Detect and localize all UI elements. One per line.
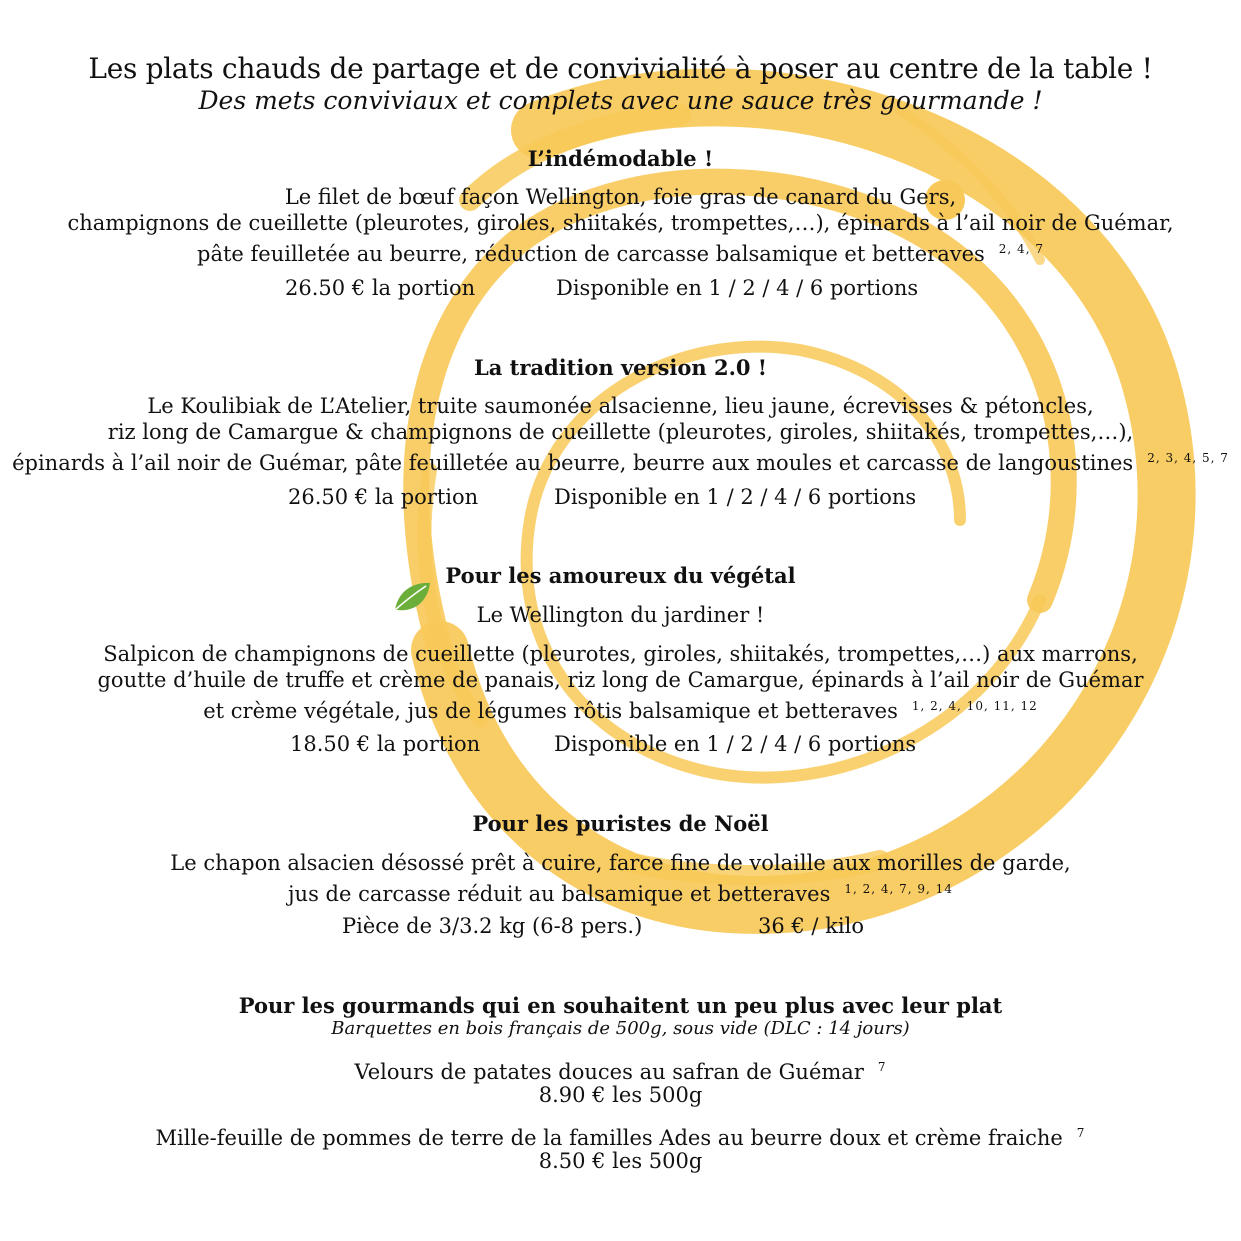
allergen-codes: 7 [877, 1060, 887, 1074]
allergen-codes: 2, 3, 4, 5, 7 [1147, 451, 1229, 465]
availability: Disponible en 1 / 2 / 4 / 6 portions [554, 732, 917, 756]
section-heading: Pour les puristes de Noël [472, 811, 769, 836]
allergen-codes: 7 [1076, 1126, 1086, 1140]
page-subtitle: Des mets conviviaux et complets avec une sauce très gourmande ! [198, 86, 1043, 115]
description-line: et crème végétale, jus de légumes rôtis balsamique et betteraves $^{1, 2, 4, 10, 11, 12}$ [203, 699, 1038, 723]
section-heading: L’indémodable ! [527, 146, 714, 171]
extra-item-price: 8.50 € les 500g [538, 1149, 703, 1173]
allergen-codes: 1, 2, 4, 7, 9, 14 [844, 882, 953, 896]
description-line: jus de carcasse réduit au balsamique et betteraves $^{1, 2, 4, 7, 9, 14}$ [288, 882, 953, 906]
description-line: champignons de cueillette (pleurotes, giroles, shiitakés, trompettes,…), épinards à l’ail noir de Guémar, [67, 211, 1174, 235]
price: Pièce de 3/3.2 kg (6-8 pers.) [342, 914, 643, 938]
description-line: Salpicon de champignons de cueillette (pleurotes, giroles, shiitakés, trompettes,…) aux marrons, [103, 642, 1138, 666]
availability: Disponible en 1 / 2 / 4 / 6 portions [556, 276, 919, 300]
price: 18.50 € la portion [290, 732, 481, 756]
price: 26.50 € la portion [285, 276, 476, 300]
allergen-codes: 2, 4, 7 [998, 242, 1044, 256]
description-line: Le Koulibiak de L’Atelier, truite saumonée alsacienne, lieu jaune, écrevisses & pétoncles, [147, 394, 1094, 418]
description-line: pâte feuilletée au beurre, réduction de carcasse balsamique et betteraves $^{2, 4, 7}$ [197, 242, 1044, 266]
description-line: goutte d’huile de truffe et crème de panais, riz long de Camargue, épinards à l’ail noir de Guémar [97, 668, 1144, 692]
extra-item-price: 8.90 € les 500g [538, 1083, 703, 1107]
description-line: Le filet de bœuf façon Wellington, foie gras de canard du Gers, [284, 185, 957, 209]
allergen-codes: 1, 2, 4, 10, 11, 12 [911, 699, 1038, 713]
dish-name: Le Wellington du jardiner ! [476, 603, 765, 627]
page-title: Les plats chauds de partage et de convivialité à poser au centre de la table ! [88, 52, 1153, 85]
extra-item-name: Mille-feuille de pommes de terre de la familles Ades au beurre doux et crème fraiche $^7$ [155, 1126, 1086, 1150]
extra-item-name: Velours de patates douces au safran de Guémar $^7$ [354, 1060, 887, 1084]
section-heading: Pour les gourmands qui en souhaitent un peu plus avec leur plat [238, 993, 1003, 1018]
price-per-kilo: 36 € / kilo [758, 914, 864, 938]
section-heading: La tradition version 2.0 ! [473, 355, 768, 380]
description-line: riz long de Camargue & champignons de cueillette (pleurotes, giroles, shiitakés, trompettes,…), [107, 420, 1134, 444]
section-heading: Pour les amoureux du végétal [445, 563, 796, 588]
availability: Disponible en 1 / 2 / 4 / 6 portions [554, 485, 917, 509]
price: 26.50 € la portion [288, 485, 479, 509]
section-note: Barquettes en bois français de 500g, sous vide (DLC : 14 jours) [331, 1018, 910, 1039]
description-line: épinards à l’ail noir de Guémar, pâte feuilletée au beurre, beurre aux moules et carcasse de langoustines $^{2, 3, 4, 5, 7}$ [12, 451, 1229, 475]
description-line: Le chapon alsacien désossé prêt à cuire, farce fine de volaille aux morilles de garde, [170, 851, 1071, 875]
